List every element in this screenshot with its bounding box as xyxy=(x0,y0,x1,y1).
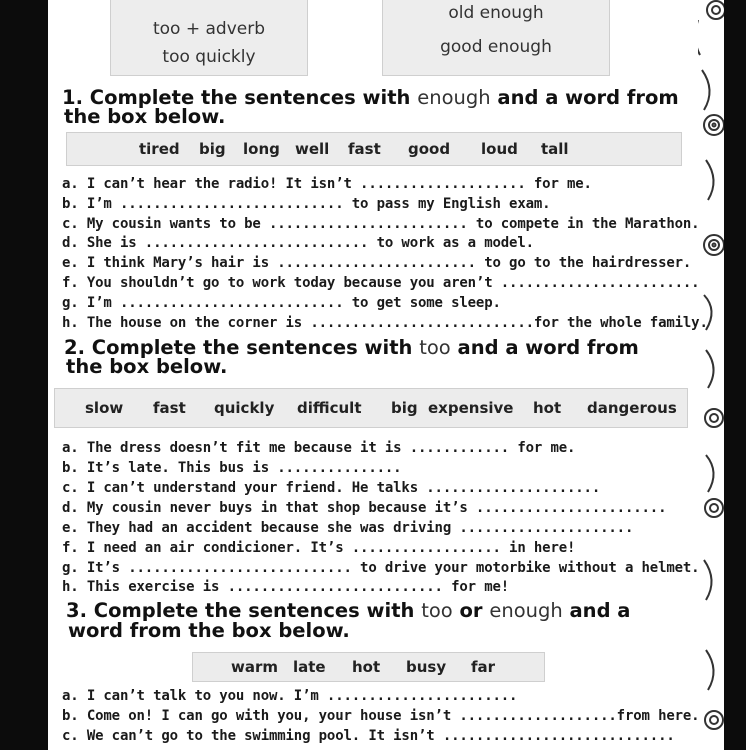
word-box-word: loud xyxy=(481,140,518,158)
sentence-line: c. My cousin wants to be ........................ to compete in the Marathon. xyxy=(62,216,700,232)
word-box-1 xyxy=(66,132,682,166)
word-box-word: good xyxy=(408,140,451,158)
word-box-word: far xyxy=(471,658,496,676)
word-box-word: expensive xyxy=(428,399,514,417)
heading-keyword: enough xyxy=(417,86,491,109)
heading-text: 1. Complete the sentences with xyxy=(62,86,418,109)
sentence-line: h. The house on the corner is ...........................for the whole family. xyxy=(62,315,708,331)
heading-text: or xyxy=(452,599,490,622)
sentence-line: a. I can’t hear the radio! It isn’t .................... for me. xyxy=(62,176,592,192)
sentence-line: f. You shouldn’t go to work today because you aren’t ........................ xyxy=(62,275,700,291)
sentence-line: e. They had an accident because she was driving ..................... xyxy=(62,520,634,536)
sentence-line: c. I can’t understand your friend. He talks ..................... xyxy=(62,480,601,496)
word-box-word: difficult xyxy=(297,399,362,417)
section-1-heading-line2: the box below. xyxy=(64,105,226,128)
heading-keyword: enough xyxy=(489,599,563,622)
heading-text: and a xyxy=(562,599,631,622)
swirl-decoration xyxy=(698,0,724,750)
word-box-word: quickly xyxy=(214,399,275,417)
heading-keyword: too xyxy=(419,336,451,359)
sentence-line: c. We can’t go to the swimming pool. It isn’t ............................ xyxy=(62,728,675,744)
word-box-word: fast xyxy=(153,399,186,417)
heading-keyword: too xyxy=(421,599,453,622)
word-box-word: tired xyxy=(139,140,180,158)
word-box-word: late xyxy=(293,658,326,676)
section-3-heading-line2: word from the box below. xyxy=(68,619,350,642)
sentence-line: a. The dress doesn’t fit me because it is ............ for me. xyxy=(62,440,576,456)
reference-line: too + adverb xyxy=(152,19,266,39)
word-box-word: tall xyxy=(541,140,569,158)
heading-text: and a word from xyxy=(450,336,639,359)
word-box-word: busy xyxy=(406,658,447,676)
word-box-word: dangerous xyxy=(587,399,677,417)
word-box-3 xyxy=(192,652,545,682)
reference-line: good enough xyxy=(440,37,552,57)
sentence-line: e. I think Mary’s hair is ........................ to go to the hairdresser. xyxy=(62,255,692,271)
word-box-word: warm xyxy=(231,658,279,676)
reference-box-enough xyxy=(382,0,610,76)
sentence-line: b. It’s late. This bus is ............... xyxy=(62,460,402,476)
sentence-line: b. Come on! I can go with you, your house isn’t ...................from here. xyxy=(62,708,700,724)
reference-line: old enough xyxy=(448,3,544,23)
sentence-line: d. My cousin never buys in that shop because it’s ....................... xyxy=(62,500,667,516)
sentence-line: g. It’s ........................... to drive your motorbike without a helmet. xyxy=(62,560,700,576)
word-box-word: big xyxy=(391,399,418,417)
heading-text: and a word from xyxy=(490,86,679,109)
sentence-line: g. I’m ........................... to get some sleep. xyxy=(62,295,501,311)
word-box-word: big xyxy=(199,140,226,158)
heading-text: 2. Complete the sentences with xyxy=(64,336,420,359)
sentence-line: d. She is ........................... to work as a model. xyxy=(62,235,534,251)
heading-text: 3. Complete the sentences with xyxy=(66,599,422,622)
word-box-word: fast xyxy=(348,140,381,158)
section-2-heading-line2: the box below. xyxy=(66,355,228,378)
left-border xyxy=(0,0,48,750)
sentence-line: f. I need an air condicioner. It’s .................. in here! xyxy=(62,540,576,556)
sentence-line: h. This exercise is .......................... for me! xyxy=(62,579,510,595)
word-box-word: slow xyxy=(85,399,124,417)
word-box-word: hot xyxy=(352,658,381,676)
word-box-word: hot xyxy=(533,399,562,417)
right-border xyxy=(724,0,746,750)
section-3-heading xyxy=(66,601,630,621)
word-box-word: long xyxy=(243,140,280,158)
word-box-2 xyxy=(54,388,688,428)
sentence-line: a. I can’t talk to you now. I’m ....................... xyxy=(62,688,518,704)
sentence-line: b. I’m ........................... to pass my English exam. xyxy=(62,196,551,212)
word-box-word: well xyxy=(295,140,330,158)
reference-box-too xyxy=(110,0,308,76)
reference-line: too quickly xyxy=(162,47,256,67)
